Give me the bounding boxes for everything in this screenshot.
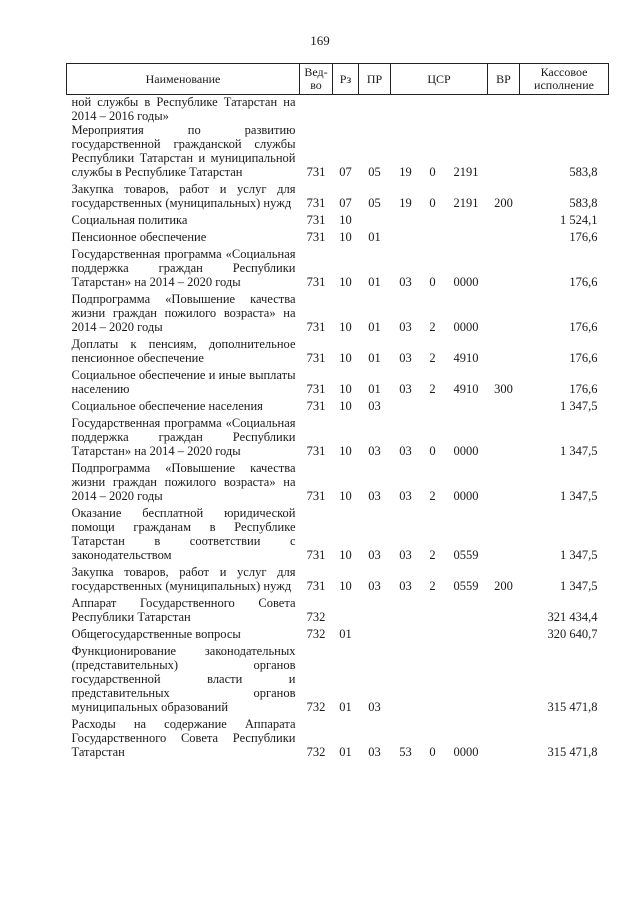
- row-csr-direction: [445, 95, 488, 124]
- table-body: [67, 95, 609, 763]
- table-row: [67, 182, 609, 213]
- row-csr-program: [391, 213, 421, 230]
- row-ved: 732: [306, 610, 326, 624]
- row-name: Государственная программа «Социальная поддержка граждан Республики Татарстан» на 2014 – 2020 годы: [71, 416, 296, 458]
- row-vr: [488, 337, 520, 368]
- header-csr: ЦСР: [391, 64, 488, 95]
- table-row: [67, 717, 609, 762]
- row-name: Социальное обеспечение и иные выплаты населению: [71, 368, 296, 396]
- row-ved: 731: [306, 548, 326, 562]
- row-pr: 03: [368, 700, 381, 714]
- row-pr: 03: [368, 399, 381, 413]
- row-rz: 07: [339, 196, 352, 210]
- row-vr: [488, 399, 520, 416]
- table-row: [67, 337, 609, 368]
- table-row: [67, 596, 609, 627]
- row-csr-subprogram: [421, 627, 445, 644]
- row-vr: [488, 123, 520, 182]
- row-name: Мероприятия по развитию государственной гражданской службы Республики Татарстан и муниципальной службы в Республике Татарстан: [71, 123, 296, 179]
- row-csr-program: 03: [399, 548, 412, 562]
- row-csr-direction: [445, 399, 488, 416]
- row-pr: 03: [368, 745, 381, 759]
- row-amount: 176,6: [569, 351, 598, 365]
- row-csr-subprogram: 0: [429, 165, 436, 179]
- row-vr: 200: [494, 196, 513, 210]
- row-csr-program: 19: [399, 196, 412, 210]
- table-row: [67, 247, 609, 292]
- row-vr: [488, 596, 520, 627]
- row-pr: 05: [368, 165, 381, 179]
- row-rz: 07: [339, 165, 352, 179]
- row-rz: 10: [339, 444, 352, 458]
- header-name: Наименование: [67, 64, 300, 95]
- row-name: ной службы в Республике Татарстан на 2014 – 2016 годы»: [71, 95, 296, 123]
- row-vr: [488, 247, 520, 292]
- row-vr: 200: [494, 579, 513, 593]
- row-name: Закупка товаров, работ и услуг для государственных (муниципальных) нужд: [71, 182, 296, 210]
- row-ved: 731: [306, 351, 326, 365]
- row-csr-program: [391, 644, 421, 717]
- row-rz: 01: [339, 745, 352, 759]
- header-rz: Рз: [333, 64, 359, 95]
- row-rz: 10: [339, 320, 352, 334]
- row-csr-program: [391, 230, 421, 247]
- table-row: [67, 368, 609, 399]
- row-rz: [333, 95, 359, 124]
- row-csr-direction: 4910: [453, 351, 479, 365]
- row-csr-direction: [445, 627, 488, 644]
- row-rz: 10: [339, 275, 352, 289]
- row-vr: [488, 506, 520, 565]
- row-csr-program: 53: [399, 745, 412, 759]
- row-csr-subprogram: 2: [429, 382, 436, 396]
- row-pr: 05: [368, 196, 381, 210]
- row-csr-subprogram: [421, 95, 445, 124]
- row-csr-program: 03: [399, 320, 412, 334]
- row-ved: 732: [306, 627, 326, 641]
- row-ved: 732: [306, 745, 326, 759]
- row-csr-program: 03: [399, 351, 412, 365]
- row-pr: [359, 627, 391, 644]
- table-row: [67, 506, 609, 565]
- row-amount: 315 471,8: [547, 700, 598, 714]
- row-csr-subprogram: [421, 213, 445, 230]
- row-csr-program: 03: [399, 444, 412, 458]
- row-ved: 731: [306, 579, 326, 593]
- row-amount: 315 471,8: [547, 745, 598, 759]
- row-csr-direction: [445, 644, 488, 717]
- row-rz: 01: [339, 627, 352, 641]
- row-rz: 10: [339, 351, 352, 365]
- row-csr-program: 03: [399, 489, 412, 503]
- row-csr-program: 03: [399, 579, 412, 593]
- row-amount: 1 524,1: [560, 213, 598, 227]
- row-csr-subprogram: 0: [429, 444, 436, 458]
- row-rz: 10: [339, 230, 352, 244]
- row-csr-subprogram: 2: [429, 548, 436, 562]
- table-row: [67, 123, 609, 182]
- table-row: [67, 399, 609, 416]
- row-csr-program: [391, 627, 421, 644]
- row-csr-program: [391, 399, 421, 416]
- row-amount: 176,6: [569, 382, 598, 396]
- row-pr: [359, 95, 391, 124]
- row-ved: 731: [306, 213, 326, 227]
- row-name: Функционирование законодательных (представительных) органов государственной власти и представительных органов муниципальных образований: [71, 644, 296, 714]
- row-amount: 1 347,5: [560, 489, 598, 503]
- row-csr-direction: 0000: [453, 275, 479, 289]
- row-rz: [333, 596, 359, 627]
- row-vr: [488, 644, 520, 717]
- row-csr-subprogram: [421, 230, 445, 247]
- row-csr-direction: 4910: [453, 382, 479, 396]
- row-vr: [488, 95, 520, 124]
- row-rz: 10: [339, 382, 352, 396]
- row-ved: 731: [306, 230, 326, 244]
- row-ved: 731: [306, 275, 326, 289]
- row-csr-subprogram: 0: [429, 196, 436, 210]
- row-name: Оказание бесплатной юридической помощи гражданам в Республике Татарстан в соответствии с законодательством: [71, 506, 296, 562]
- header-ved: Вед- во: [300, 64, 333, 95]
- header-amount: Кассовое исполнение: [520, 64, 609, 95]
- row-amount: 1 347,5: [560, 548, 598, 562]
- row-pr: 03: [368, 444, 381, 458]
- row-csr-program: 03: [399, 275, 412, 289]
- row-amount: 583,8: [569, 196, 598, 210]
- row-vr: [488, 717, 520, 762]
- row-csr-direction: 0000: [453, 489, 479, 503]
- row-pr: 01: [368, 320, 381, 334]
- row-amount: 583,8: [569, 165, 598, 179]
- row-csr-direction: 0559: [453, 548, 479, 562]
- budget-table: [66, 63, 609, 762]
- row-csr-subprogram: [421, 399, 445, 416]
- row-vr: [488, 213, 520, 230]
- table-row: [67, 230, 609, 247]
- row-rz: 10: [339, 399, 352, 413]
- row-name: Социальная политика: [71, 213, 188, 227]
- row-rz: 10: [339, 579, 352, 593]
- table-row: [67, 213, 609, 230]
- row-csr-direction: 2191: [453, 196, 479, 210]
- row-vr: [488, 461, 520, 506]
- row-pr: [359, 596, 391, 627]
- row-name: Расходы на содержание Аппарата Государственного Совета Республики Татарстан: [71, 717, 296, 759]
- row-csr-direction: 0000: [453, 745, 479, 759]
- row-ved: 731: [306, 444, 326, 458]
- row-amount: 176,6: [569, 230, 598, 244]
- row-amount: 320 640,7: [547, 627, 598, 641]
- row-amount: 1 347,5: [560, 579, 598, 593]
- row-name: Подпрограмма «Повышение качества жизни граждан пожилого возраста» на 2014 – 2020 годы: [71, 461, 296, 503]
- row-amount: 321 434,4: [547, 610, 598, 624]
- page-number: 169: [310, 33, 330, 48]
- row-pr: 01: [368, 275, 381, 289]
- row-csr-subprogram: [421, 596, 445, 627]
- row-csr-direction: 2191: [453, 165, 479, 179]
- row-csr-program: 03: [399, 382, 412, 396]
- row-ved: [300, 95, 333, 124]
- row-name: Пенсионное обеспечение: [71, 230, 207, 244]
- table-row: [67, 292, 609, 337]
- row-pr: 01: [368, 351, 381, 365]
- table-row: [67, 461, 609, 506]
- table-row: [67, 627, 609, 644]
- table-row: [67, 95, 609, 124]
- row-vr: 300: [494, 382, 513, 396]
- row-amount: 176,6: [569, 275, 598, 289]
- row-csr-subprogram: 0: [429, 745, 436, 759]
- row-amount: 1 347,5: [560, 444, 598, 458]
- row-csr-direction: 0000: [453, 320, 479, 334]
- row-rz: 10: [339, 489, 352, 503]
- row-amount: 176,6: [569, 320, 598, 334]
- row-vr: [488, 292, 520, 337]
- row-csr-direction: 0559: [453, 579, 479, 593]
- header-pr: ПР: [359, 64, 391, 95]
- table-header: [67, 64, 609, 95]
- row-amount: 1 347,5: [560, 399, 598, 413]
- row-ved: 731: [306, 489, 326, 503]
- table-row: [67, 565, 609, 596]
- row-pr: [359, 213, 391, 230]
- row-csr-program: 19: [399, 165, 412, 179]
- row-amount: [520, 95, 609, 124]
- row-csr-direction: [445, 596, 488, 627]
- row-ved: 731: [306, 399, 326, 413]
- row-csr-subprogram: 2: [429, 489, 436, 503]
- row-rz: 01: [339, 700, 352, 714]
- row-name: Государственная программа «Социальная поддержка граждан Республики Татарстан» на 2014 – 2020 годы: [71, 247, 296, 289]
- row-csr-subprogram: 2: [429, 351, 436, 365]
- row-csr-direction: [445, 230, 488, 247]
- row-ved: 731: [306, 196, 326, 210]
- row-csr-subprogram: 2: [429, 579, 436, 593]
- row-name: Социальное обеспечение населения: [71, 399, 263, 413]
- row-csr-direction: 0000: [453, 444, 479, 458]
- row-name: Доплаты к пенсиям, дополнительное пенсионное обеспечение: [71, 337, 296, 365]
- row-rz: 10: [339, 548, 352, 562]
- row-vr: [488, 230, 520, 247]
- row-pr: 03: [368, 489, 381, 503]
- row-vr: [488, 627, 520, 644]
- row-csr-subprogram: 0: [429, 275, 436, 289]
- row-pr: 01: [368, 382, 381, 396]
- row-name: Аппарат Государственного Совета Республики Татарстан: [71, 596, 296, 624]
- row-ved: 731: [306, 320, 326, 334]
- row-ved: 731: [306, 165, 326, 179]
- row-csr-subprogram: [421, 644, 445, 717]
- row-ved: 732: [306, 700, 326, 714]
- row-ved: 731: [306, 382, 326, 396]
- row-name: Закупка товаров, работ и услуг для государственных (муниципальных) нужд: [71, 565, 296, 593]
- row-vr: [488, 416, 520, 461]
- row-csr-program: [391, 596, 421, 627]
- row-pr: 01: [368, 230, 381, 244]
- row-name: Подпрограмма «Повышение качества жизни граждан пожилого возраста» на 2014 – 2020 годы: [71, 292, 296, 334]
- row-csr-program: [391, 95, 421, 124]
- row-pr: 03: [368, 548, 381, 562]
- header-vr: ВР: [488, 64, 520, 95]
- table-row: [67, 644, 609, 717]
- row-rz: 10: [339, 213, 352, 227]
- row-csr-subprogram: 2: [429, 320, 436, 334]
- row-name: Общегосударственные вопросы: [71, 627, 241, 641]
- table-row: [67, 416, 609, 461]
- row-csr-direction: [445, 213, 488, 230]
- row-pr: 03: [368, 579, 381, 593]
